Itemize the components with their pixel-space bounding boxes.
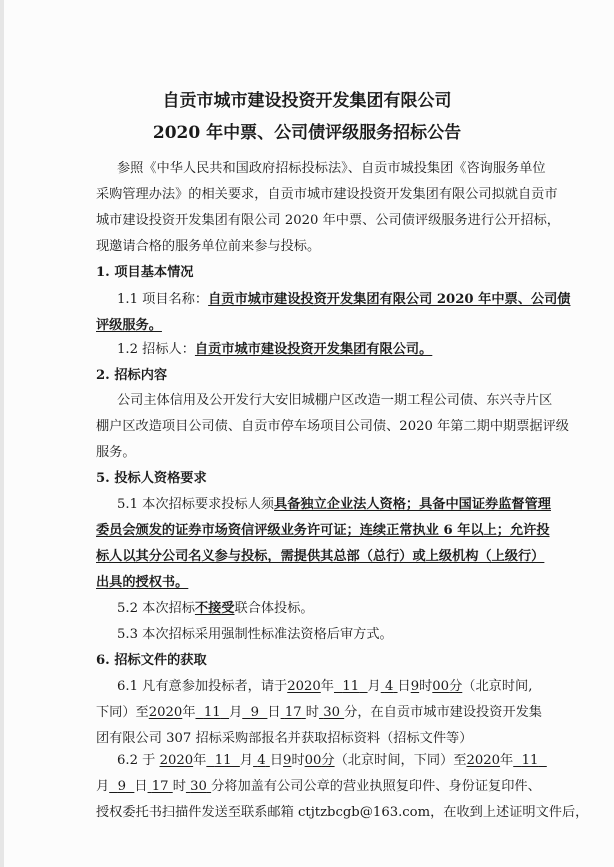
intro-line: 采购管理办法》的相关要求，自贡市城市建设投资开发集团有限公司拟就自贡市: [96, 187, 558, 202]
from-day: 4: [257, 753, 266, 768]
qualification-requirement-cont: 标人以其分公司名义参与投标，需提供其总部（总行）或上级机构（上级行）: [96, 549, 545, 564]
from-year: 2020: [287, 679, 321, 694]
content-line: 服务。: [96, 445, 136, 460]
from-minute: 00: [432, 679, 450, 694]
acquisition-line-2: 下同）至2020年 11 月 9 日 17 时 30 分，在自贡市城市建设投资开发集: [96, 705, 542, 720]
content-line: 棚户区改造项目公司债、自贡市停车场项目公司债、2020 年第二期中期票据评级: [96, 419, 569, 434]
intro-line: 现邀请合格的服务单位前来参与投标。: [96, 239, 321, 254]
project-name-value: 自贡市城市建设投资开发集团有限公司 2020 年中票、公司债: [208, 292, 571, 307]
qualification-line: [117, 496, 551, 514]
review-method-line: 5.3 本次招标采用强制性标准法资格后审方式。: [117, 627, 393, 642]
consortium-value: 不接受: [194, 601, 235, 616]
document-title: 自贡市城市建设投资开发集团有限公司: [162, 91, 452, 111]
to-minute: 30: [190, 779, 207, 794]
acquisition-line-1: 6.1 凡有意参加投标者，请于2020年 11 月 4 日9时00分（北京时间,: [117, 679, 533, 694]
to-month: 11: [203, 705, 221, 720]
intro-line: 参照《中华人民共和国政府招标投标法》、自贡市城投集团《咨询服务单位: [117, 161, 546, 176]
section-heading: 6. 招标文件的获取: [96, 653, 207, 668]
email-line-1: 6.2 于 2020年 11 月 4 日9时00分（北京时间，下同）至2020年 11: [117, 752, 547, 770]
to-year: 2020: [148, 705, 183, 720]
to-hour: 17: [284, 705, 302, 720]
consortium-tail: 联合体投标。: [234, 601, 314, 616]
to-day: 9: [250, 705, 260, 720]
section-heading: 1. 项目基本情况: [96, 265, 194, 280]
from-hour: 9: [410, 679, 420, 694]
email-line-2: 月 9 日 17 时 30 分将加盖有公司公章的营业执照复印件、身份证复印件、: [96, 779, 541, 794]
to-hour: 17: [151, 779, 169, 794]
from-month: 11: [342, 679, 360, 694]
from-month: 11: [214, 753, 232, 768]
qualification-requirement-cont: 委员会颁发的证券市场资信评级业务许可证；连续正常执业 6 年以上；允许投: [96, 523, 550, 538]
from-minute: 00: [304, 753, 322, 768]
consortium-label: 5.2 本次招标: [117, 601, 195, 616]
section-heading: 2. 招标内容: [96, 368, 168, 383]
tenderer-value: 自贡市城市建设投资开发集团有限公司。: [194, 342, 433, 357]
from-day: 4: [384, 679, 394, 694]
section-heading: 5. 投标人资格要求: [96, 471, 207, 486]
project-name-value-cont: 评级服务。: [96, 318, 162, 333]
acquisition-line-3: 团有限公司 307 招标采购部报名并获取招标资料（招标文件等）: [96, 731, 473, 746]
content-line: 公司主体信用及公开发行大安旧城棚户区改造一期工程公司债、东兴寺片区: [117, 393, 553, 408]
to-minute: 30: [323, 705, 340, 720]
project-name-line: [117, 291, 571, 309]
to-day: 9: [117, 779, 126, 794]
email-line-3: 授权委托书扫描件发送至联系邮箱 ctjtzbcgb@163.com，在收到上述证明文件后，: [96, 805, 589, 820]
qualification-requirement: 具备独立企业法人资格；具备中国证券监督管理: [274, 497, 551, 512]
project-name-label: 1.1 项目名称：: [117, 292, 209, 307]
tenderer-line: [117, 341, 432, 359]
to-month: 11: [521, 753, 539, 768]
from-year: 2020: [159, 753, 194, 768]
document-subtitle: 2020 年中票、公司债评级服务招标公告: [152, 123, 462, 143]
tenderer-label: 1.2 招标人：: [117, 342, 195, 357]
qualification-requirement-cont: 出具的授权书。: [96, 575, 189, 590]
consortium-line: [117, 600, 314, 618]
qualification-label: 5.1 本次招标要求投标人须: [117, 497, 275, 512]
to-year: 2020: [466, 753, 501, 768]
intro-line: 城市建设投资开发集团有限公司 2020 年中票、公司债评级服务进行公开招标，: [96, 213, 560, 228]
from-hour: 9: [283, 753, 292, 768]
